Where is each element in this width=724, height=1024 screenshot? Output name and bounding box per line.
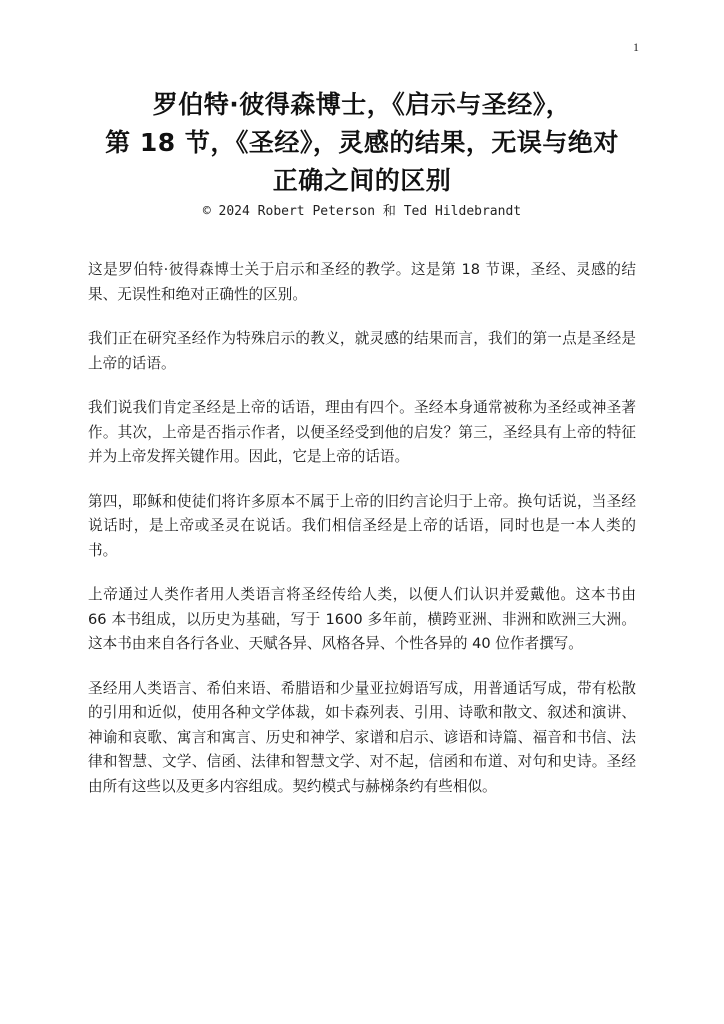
paragraph-1: 这是罗伯特·彼得森博士关于启示和圣经的教学。这是第 18 节课，圣经、灵感的结果、无误性和绝对正确性的区别。 bbox=[88, 261, 636, 303]
paragraph-3: 我们说我们肯定圣经是上帝的话语，理由有四个。圣经本身通常被称为圣经或神圣著作。其次，上帝是否指示作者，以便圣经受到他的启发？第三，圣经具有上帝的特征并为上帝发挥关键作用。因此，它是上帝的话语。 bbox=[88, 399, 636, 465]
title-line-3: 正确之间的区别 bbox=[272, 166, 452, 195]
document-header bbox=[60, 86, 664, 222]
copyright-line: © 2024 Robert Peterson 和 Ted Hildebrandt bbox=[202, 204, 522, 219]
title-line-1: 罗伯特·彼得森博士，《启示与圣经》， bbox=[152, 90, 572, 119]
paragraph-6: 圣经用人类语言、希伯来语、希腊语和少量亚拉姆语写成，用普通话写成，带有松散的引用和近似，使用各种文学体裁，如卡森列表、引用、诗歌和散文、叙述和演讲、神谕和哀歌、寓言和寓言、历史和神学、家谱和启示、谚语和诗篇、福音和书信、法律和智慧、文学、信函、法律和智慧文学、对不起，信函和布道、对句和史诗。圣经由所有这些以及更多内容组成。契约模式与赫梯条约有些相似。 bbox=[88, 679, 636, 795]
paragraph-2: 我们正在研究圣经作为特殊启示的教义，就灵感的结果而言，我们的第一点是圣经是上帝的话语。 bbox=[88, 330, 636, 372]
paragraph-4: 第四，耶稣和使徒们将许多原本不属于上帝的旧约言论归于上帝。换句话说，当圣经说话时，是上帝或圣灵在说话。我们相信圣经是上帝的话语，同时也是一本人类的书。 bbox=[88, 492, 636, 559]
document-body bbox=[88, 258, 636, 819]
title-line-2: 第 18 节，《圣经》，灵感的结果，无误与绝对 bbox=[105, 128, 619, 157]
paragraph-5: 上帝通过人类作者用人类语言将圣经传给人类，以便人们认识并爱戴他。这本书由 66 本书组成，以历史为基础，写于 1600 多年前，横跨亚洲、非洲和欧洲三大洲。这本书由来自各行各业、天赋各异、风格各异、个性各异的 40 位作者撰写。 bbox=[88, 586, 636, 652]
page-number: 1 bbox=[633, 40, 639, 54]
